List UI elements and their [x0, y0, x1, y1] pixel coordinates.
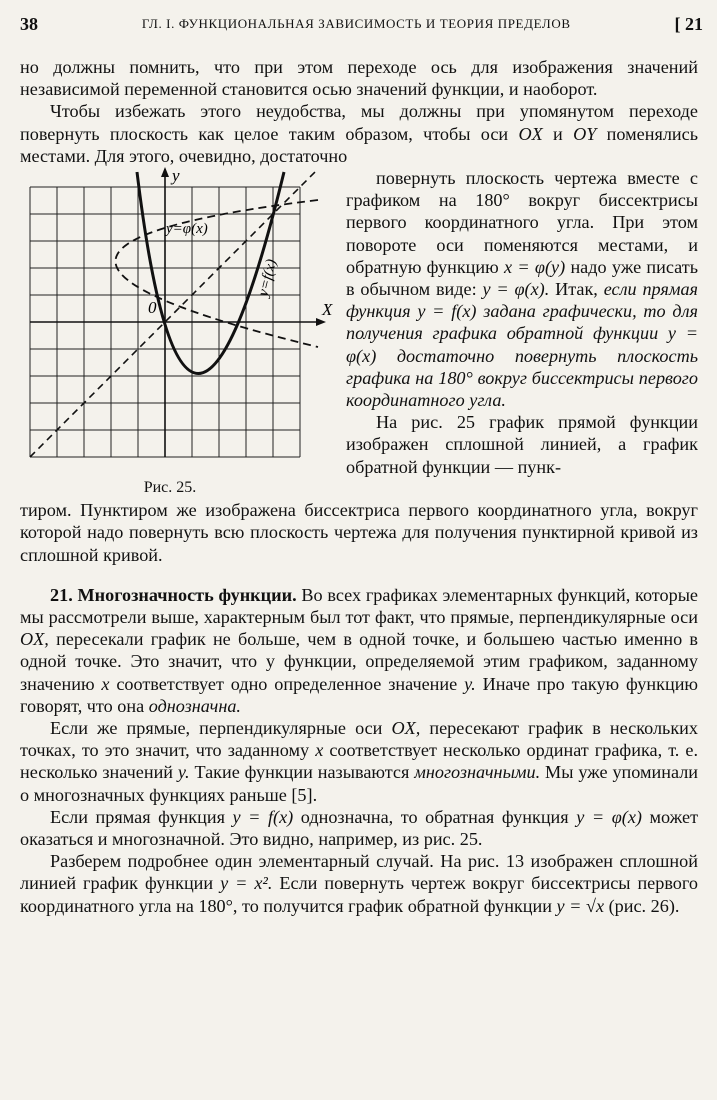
math-x: x [101, 673, 110, 694]
text-run: может оказаться и многозначной. Это видно, например, из рис. 25. [20, 806, 699, 850]
text-run: пересекали график не больше, чем в одной точке, и большею частью именно в одной точке. Это значит, что у функции, определяемой этим графиком, заданному значению [20, 629, 699, 694]
direct-curve-label: y=f(x) [255, 257, 280, 298]
math-ox: OX, [20, 629, 49, 650]
text-run: и [553, 123, 563, 144]
paragraph-multivalued [20, 717, 698, 806]
section-21-intro [20, 584, 698, 717]
y-axis-label: y [172, 167, 180, 186]
x-axis-label: X [322, 300, 333, 320]
figure-caption: Рис. 25. [143, 479, 197, 497]
formula-square: y = x². [220, 873, 273, 894]
origin-label: 0 [148, 298, 157, 318]
text-run: повернуть плоскость чертежа вместе с графиком на 180° вокруг биссектрисы первого координатного угла. При этом повороте оси поменяются местами, и обратную функцию [346, 168, 698, 277]
text-run: Итак, [555, 279, 598, 300]
text-run: Чтобы избежать этого неудобства, мы должны при упомянутом переходе повернуть плоскость как целое таким образом, чтобы оси [20, 101, 698, 144]
figure-row [20, 167, 698, 499]
math-ox: OX, [391, 718, 421, 739]
figure-side-text [346, 167, 698, 499]
text-run: однозначна, то обратная функция [300, 806, 569, 827]
figure-graph [20, 167, 340, 467]
running-title: ГЛ. I. ФУНКЦИОНАЛЬНАЯ ЗАВИСИМОСТЬ И ТЕОРИЯ ПРЕДЕЛОВ [141, 16, 571, 31]
text-run: Такие функции называются [194, 762, 410, 783]
text-run: поменялись местами. Для этого, очевидно, достаточно [20, 123, 698, 166]
text-run: соответствует несколько ординат графика, т. е. несколько значений [20, 740, 699, 783]
text-run: соответствует одно определенное значение [116, 673, 458, 694]
formula-inverse-swapped: x = φ(y) [504, 256, 566, 277]
paragraph-figure-description-tail: тиром. Пунктиром же изображена биссектриса первого координатного угла, вокруг которой надо повернуть всю плоскость чертежа для получения пунктирной кривой из сплошной кривой. [20, 500, 698, 565]
text-run: (рис. 26). [608, 895, 680, 916]
math-y: y. [464, 673, 476, 694]
section-heading: 21. Многозначность функции. [50, 584, 297, 605]
text-run: пересекают график в нескольких точках, то это значит, что заданному [20, 718, 699, 761]
text-run: Иначе про такую функцию говорят, что она [20, 673, 699, 716]
formula-sqrt: y = √x [556, 895, 605, 916]
math-x: x [315, 740, 324, 761]
math-ox: OX [518, 123, 543, 144]
text-run: надо уже писать в обычном виде: [346, 256, 699, 300]
x-axis-arrow [316, 318, 326, 326]
page-number: 38 [20, 13, 38, 34]
paragraph-continuation: но должны помнить, что при этом переходе ось для изображения значений независимой переменной становится осью значений функции, и наоборот. [20, 57, 698, 100]
formula-inverse-usual: y = φ(x). [482, 279, 550, 300]
text-run: Если же прямые, перпендикулярные оси [50, 718, 383, 739]
text-run: Во всех графиках элементарных функций, которые мы рассмотрели выше, характерным был тот факт, что прямые, перпендикулярные оси [20, 584, 698, 628]
term-single-valued: однозначна. [148, 695, 241, 716]
paragraph-rotation-intro [20, 100, 698, 167]
page-header [20, 10, 703, 38]
text-run: Мы уже упоминали о многозначных функциях раньше [5]. [20, 762, 699, 805]
math-y: y. [177, 762, 190, 783]
text-run: Разберем подробнее один элементарный случай. На рис. 13 изображен сплошной линией график функции [20, 851, 698, 894]
formula-inverse: y = φ(x) [576, 806, 642, 827]
paragraph-figure-description: На рис. 25 график прямой функции изображен сплошной линией, а график обратной функции — пунк- [346, 412, 698, 477]
inverse-curve-label: y=φ(x) [166, 221, 208, 238]
main-text [20, 56, 698, 917]
inverse-function-curve [116, 200, 319, 347]
y-axis-arrow [161, 167, 169, 177]
paragraph-rotation-rule [346, 167, 698, 411]
section-gap [20, 566, 698, 584]
formula-direct: y = f(x) [232, 806, 294, 827]
text-run: Если прямая функция [50, 806, 225, 827]
math-oy: OY [573, 123, 597, 144]
rule-statement: если прямая функция y = f(x) задана графически, то для получения графика обратной функции y = φ(x) достаточно повернуть плоскость графика на 180° вокруг биссектрисы первого координатного угла. [346, 279, 698, 411]
paragraph-example [20, 850, 698, 917]
term-multivalued: многозначными. [414, 762, 541, 783]
text-run: Если повернуть чертеж вокруг биссектрисы первого координатного угла на 180°, то получится график обратной функции [20, 873, 698, 916]
section-marker: [ 21 [674, 13, 703, 34]
paragraph-inverse-multivalued [20, 806, 698, 850]
figure-25 [20, 167, 346, 499]
